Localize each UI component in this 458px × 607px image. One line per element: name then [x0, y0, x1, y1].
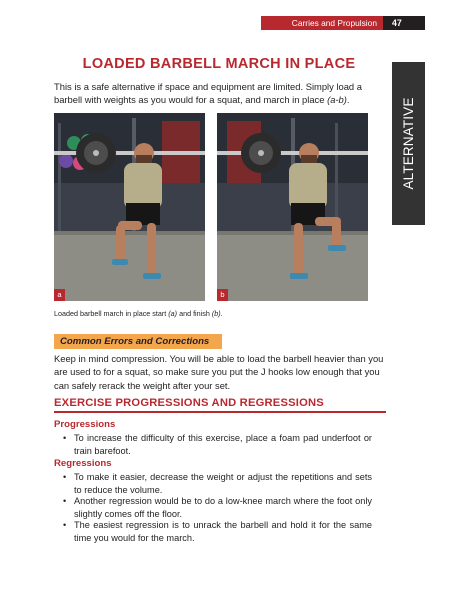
photo-label-a: a	[54, 289, 65, 301]
figure-caption	[54, 309, 384, 319]
photo-a	[54, 113, 205, 301]
regression-item: Another regression would be to do a low-knee march where the foot only slightly comes off the floor.	[74, 496, 372, 519]
caption-end: .	[220, 309, 223, 318]
common-errors-heading-bar	[54, 334, 222, 349]
intro-paragraph	[54, 80, 386, 106]
bullet-dot: •	[63, 496, 67, 506]
side-tab-label: ALTERNATIVE EXERCISE	[401, 97, 449, 190]
gym-photo-start-illustration	[54, 113, 205, 301]
intro-text: This is a safe alternative if space and equipment are limited. Simply load a barbell with weights as you would for a squat, and march in place	[54, 81, 362, 105]
side-tab	[392, 62, 449, 225]
page-number: 47	[383, 16, 425, 30]
caption-ref-b: (b)	[211, 309, 221, 318]
caption-ref-a: (a)	[168, 309, 178, 318]
regression-item: The easiest regression is to unrack the barbell and hold it for the same time you would for the march.	[74, 520, 372, 543]
section-label: Carries and Propulsion Movements	[261, 16, 383, 30]
progressions-subheading: Progressions	[54, 419, 116, 430]
caption-mid: and finish	[177, 309, 212, 318]
regression-item: To make it easier, decrease the weight or adjust the repetitions and sets to reduce the volume.	[74, 472, 372, 495]
page-title: LOADED BARBELL MARCH IN PLACE	[82, 56, 356, 72]
photo-b	[217, 113, 368, 301]
progressions-section-heading: EXERCISE PROGRESSIONS AND REGRESSIONS	[54, 397, 324, 409]
section-divider	[54, 411, 386, 413]
gym-photo-finish-illustration	[217, 113, 368, 301]
intro-ref: (a-b)	[327, 94, 347, 105]
caption-prefix: Loaded barbell march in place start	[54, 309, 169, 318]
photo-label-b: b	[217, 289, 228, 301]
intro-end: .	[346, 94, 350, 105]
bullet-dot: •	[63, 472, 67, 482]
bullet-dot: •	[63, 433, 67, 443]
bullet-dot: •	[63, 520, 67, 530]
regressions-subheading: Regressions	[54, 458, 112, 469]
running-header	[0, 16, 425, 42]
common-errors-text: Keep in mind compression. You will be able to load the barbell heavier than you are used to for a squat, so make sure you put the J hooks low enough that you can safely rerack the weight after your set.	[54, 353, 384, 391]
progression-item: To increase the difficulty of this exercise, place a foam pad underfoot or train barefoot.	[74, 433, 372, 456]
common-errors-heading: Common Errors and Corrections	[60, 336, 210, 347]
